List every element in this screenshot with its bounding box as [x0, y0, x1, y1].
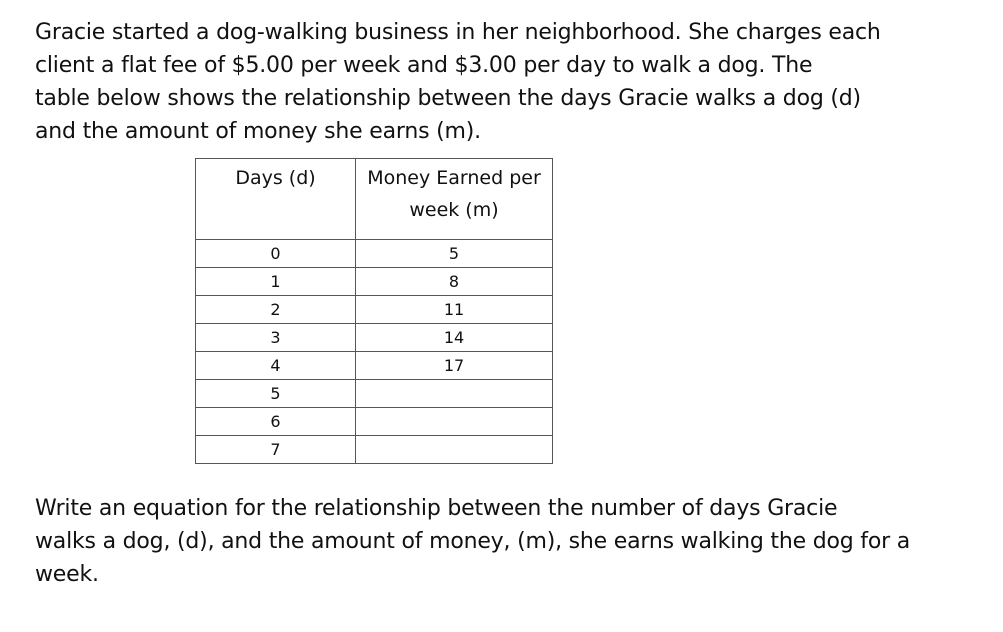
cell-days: 2 [196, 296, 356, 324]
header-days-label: Days (d) [235, 167, 316, 189]
header-money-label-line2: week (m) [409, 199, 499, 221]
days-money-table [195, 158, 553, 464]
table-row [196, 324, 553, 352]
cell-money: 17 [356, 352, 553, 380]
intro-line: and the amount of money she earns (m). [35, 119, 481, 144]
cell-days: 4 [196, 352, 356, 380]
intro-line: Gracie started a dog-walking business in her neighborhood. She charges each [35, 20, 881, 45]
header-money-label-line1: Money Earned per [367, 167, 541, 189]
table-row [196, 240, 553, 268]
header-money [356, 159, 553, 240]
table-header-row [196, 159, 553, 240]
cell-days: 6 [196, 408, 356, 436]
cell-money: 8 [356, 268, 553, 296]
question-prompt [35, 492, 975, 591]
table-row [196, 352, 553, 380]
table-row [196, 296, 553, 324]
cell-days: 3 [196, 324, 356, 352]
table-row [196, 380, 553, 408]
intro-line: table below shows the relationship between the days Gracie walks a dog (d) [35, 86, 861, 111]
cell-money-blank[interactable] [356, 380, 553, 408]
cell-money-blank[interactable] [356, 436, 553, 464]
cell-money-blank[interactable] [356, 408, 553, 436]
cell-days: 1 [196, 268, 356, 296]
problem-intro [35, 16, 975, 148]
table-row [196, 408, 553, 436]
question-line: week. [35, 562, 99, 587]
table-row [196, 268, 553, 296]
cell-money: 11 [356, 296, 553, 324]
cell-money: 5 [356, 240, 553, 268]
question-line: walks a dog, (d), and the amount of money, (m), she earns walking the dog for a [35, 529, 911, 554]
question-line: Write an equation for the relationship between the number of days Gracie [35, 496, 838, 521]
header-days [196, 159, 356, 240]
cell-days: 7 [196, 436, 356, 464]
table-row [196, 436, 553, 464]
cell-days: 5 [196, 380, 356, 408]
cell-days: 0 [196, 240, 356, 268]
intro-line: client a flat fee of $5.00 per week and $3.00 per day to walk a dog. The [35, 53, 813, 78]
cell-money: 14 [356, 324, 553, 352]
